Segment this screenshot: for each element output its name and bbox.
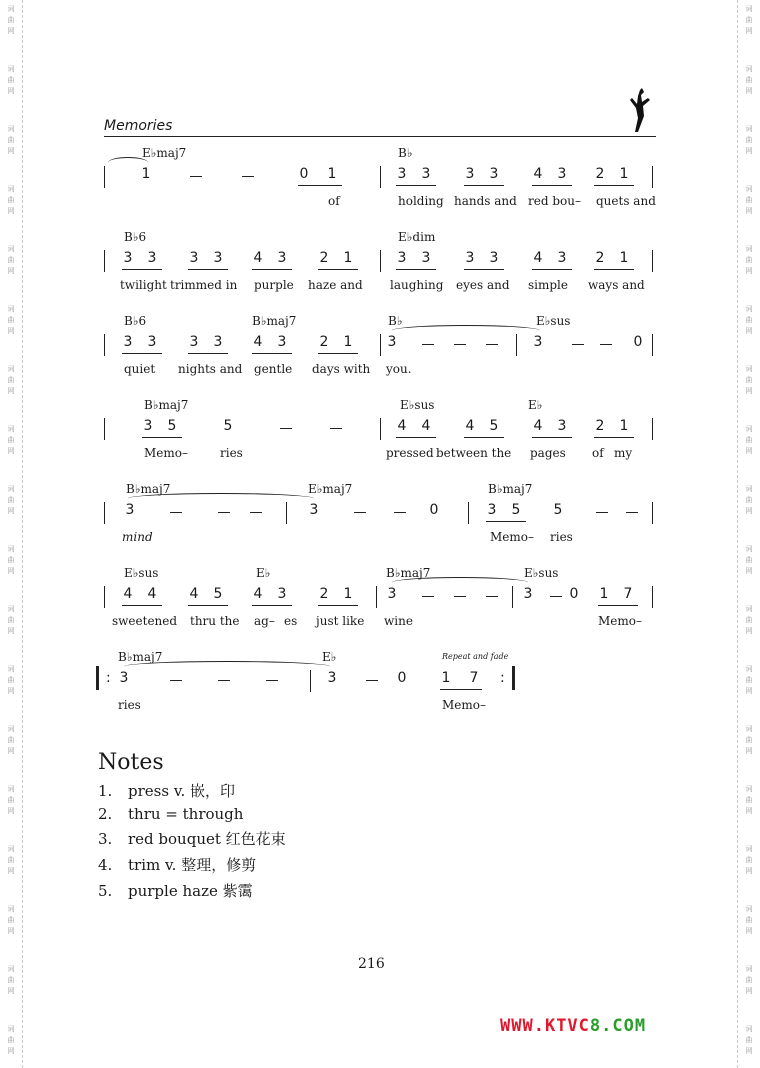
- beam: [594, 437, 634, 438]
- beam: [318, 605, 358, 606]
- beam: [252, 269, 292, 270]
- rest-dash: [330, 428, 342, 429]
- music-system: [104, 146, 656, 224]
- rest-dash: [170, 512, 182, 513]
- watermark-glyphs: 词 曲 网: [745, 965, 753, 995]
- watermark-glyphs: 词 曲 网: [745, 5, 753, 35]
- note: 5: [553, 502, 563, 518]
- note-item: 5. purple haze 紫霭: [98, 882, 253, 900]
- watermark-glyphs: 词 曲 网: [745, 245, 753, 275]
- chord-symbol: E♭sus: [524, 566, 559, 580]
- note: 3: [397, 166, 407, 182]
- watermark-glyphs: 词 曲 网: [7, 1025, 15, 1055]
- chord-symbol: B♭maj7: [488, 482, 533, 496]
- lyric: twilight: [120, 278, 167, 292]
- note: 4: [189, 586, 199, 602]
- tie: [392, 577, 528, 588]
- lyric: pressed: [386, 446, 434, 460]
- barline: [516, 334, 517, 356]
- rest-dash: [572, 344, 584, 345]
- tie: [128, 493, 314, 504]
- watermark-glyphs: 词 曲 网: [7, 65, 15, 95]
- note: 3: [557, 418, 567, 434]
- chord-symbol: B♭: [398, 146, 413, 160]
- watermark-glyphs: 词 曲 网: [745, 605, 753, 635]
- note: 3: [327, 670, 337, 686]
- lyric: between the: [436, 446, 512, 460]
- rest-dash: [596, 512, 608, 513]
- note: 0: [397, 670, 407, 686]
- note: 3: [487, 502, 497, 518]
- beam: [188, 605, 228, 606]
- chord-symbol: E♭sus: [124, 566, 159, 580]
- note: 3: [397, 250, 407, 266]
- beam: [122, 353, 162, 354]
- note: 4: [421, 418, 431, 434]
- lyric: hands and: [454, 194, 517, 208]
- note: 5: [511, 502, 521, 518]
- lyric: ries: [118, 698, 141, 712]
- note: 4: [253, 586, 263, 602]
- note: 4: [465, 418, 475, 434]
- note: 4: [397, 418, 407, 434]
- rest-dash: [626, 512, 638, 513]
- chord-symbol: E♭maj7: [308, 482, 353, 496]
- song-title: Memories: [104, 118, 173, 134]
- beam: [318, 269, 358, 270]
- chord-symbol: E♭dim: [398, 230, 436, 244]
- watermark-glyphs: 词 曲 网: [7, 665, 15, 695]
- lyric: red bou–: [528, 194, 581, 208]
- repeat-instruction: Repeat and fade: [442, 652, 509, 661]
- barline: [380, 166, 381, 188]
- barline: [310, 670, 311, 692]
- barline: [652, 334, 653, 356]
- rest-dash: [486, 344, 498, 345]
- barline: [652, 250, 653, 272]
- barline: [380, 334, 381, 356]
- watermark-glyphs: 词 曲 网: [745, 425, 753, 455]
- watermark-glyphs: 词 曲 网: [745, 185, 753, 215]
- watermark-glyphs: 词 曲 网: [745, 365, 753, 395]
- lyric: mind: [122, 530, 153, 544]
- barline: [104, 250, 105, 272]
- watermark-glyphs: 词 曲 网: [745, 545, 753, 575]
- rest-dash: [454, 596, 466, 597]
- note: 7: [469, 670, 479, 686]
- lyric: my: [614, 446, 633, 460]
- barline: [104, 166, 105, 188]
- note: 3: [189, 250, 199, 266]
- note: 3: [557, 250, 567, 266]
- right-margin-watermark: [737, 0, 760, 1068]
- lyric: Memo–: [144, 446, 188, 460]
- note: 1: [343, 334, 353, 350]
- watermark-glyphs: 词 曲 网: [7, 545, 15, 575]
- tie: [124, 661, 330, 672]
- watermark-glyphs: 词 曲 网: [7, 485, 15, 515]
- chord-symbol: B♭maj7: [126, 482, 171, 496]
- barline: [512, 586, 513, 608]
- note: 2: [319, 334, 329, 350]
- barline: [104, 334, 105, 356]
- note: 4: [147, 586, 157, 602]
- watermark-glyphs: 词 曲 网: [7, 245, 15, 275]
- chord-symbol: B♭maj7: [252, 314, 297, 328]
- beam: [532, 269, 572, 270]
- lyric: nights and: [178, 362, 243, 376]
- chord-symbol: B♭maj7: [386, 566, 431, 580]
- beam: [486, 521, 526, 522]
- note: 2: [319, 250, 329, 266]
- note: 3: [387, 334, 397, 350]
- lyric: trimmed in: [170, 278, 238, 292]
- watermark-glyphs: 词 曲 网: [7, 605, 15, 635]
- note: 4: [533, 166, 543, 182]
- barline: [376, 586, 377, 608]
- note: 1: [599, 586, 609, 602]
- note: 4: [253, 334, 263, 350]
- lyric: quiet: [124, 362, 156, 376]
- tie: [392, 325, 540, 336]
- chord-symbol: B♭6: [124, 314, 147, 328]
- beam: [396, 269, 436, 270]
- music-system: [104, 482, 656, 560]
- watermark-glyphs: 词 曲 网: [745, 485, 753, 515]
- barline: [104, 586, 105, 608]
- note-item: 2. thru = through: [98, 805, 244, 823]
- note: 7: [623, 586, 633, 602]
- lyric: holding: [398, 194, 444, 208]
- barline: [380, 418, 381, 440]
- watermark-glyphs: 词 曲 网: [7, 5, 15, 35]
- note: 3: [489, 250, 499, 266]
- note: 2: [595, 250, 605, 266]
- watermark-glyphs: 词 曲 网: [745, 665, 753, 695]
- chord-symbol: B♭maj7: [118, 650, 163, 664]
- note: 2: [319, 586, 329, 602]
- repeat-dots: :: [500, 670, 505, 686]
- note: 5: [223, 418, 233, 434]
- note: 3: [125, 502, 135, 518]
- lyric: gentle: [254, 362, 293, 376]
- beam: [532, 185, 572, 186]
- watermark-glyphs: 词 曲 网: [745, 845, 753, 875]
- watermark-glyphs: 词 曲 网: [745, 725, 753, 755]
- note: 3: [213, 250, 223, 266]
- note: 1: [327, 166, 337, 182]
- note: 3: [143, 418, 153, 434]
- watermark-glyphs: 词 曲 网: [745, 1025, 753, 1055]
- note: 1: [619, 166, 629, 182]
- note: 3: [213, 334, 223, 350]
- lyric: wine: [384, 614, 413, 628]
- watermark-glyphs: 词 曲 网: [7, 785, 15, 815]
- repeat-start: [96, 666, 105, 690]
- watermark-glyphs: 词 曲 网: [745, 785, 753, 815]
- beam: [318, 353, 358, 354]
- note: 0: [633, 334, 643, 350]
- beam: [396, 437, 436, 438]
- note: 3: [147, 250, 157, 266]
- watermark-glyphs: 词 曲 网: [745, 905, 753, 935]
- beam: [122, 269, 162, 270]
- watermark-glyphs: 词 曲 网: [7, 905, 15, 935]
- lyric: es: [284, 614, 298, 628]
- beam: [122, 605, 162, 606]
- lyric: quets and: [596, 194, 656, 208]
- watermark-glyphs: 词 曲 网: [7, 425, 15, 455]
- barline: [468, 502, 469, 524]
- chord-symbol: E♭: [256, 566, 271, 580]
- note: 3: [533, 334, 543, 350]
- music-system: [104, 230, 656, 308]
- lyric: days with: [312, 362, 371, 376]
- note: 0: [429, 502, 439, 518]
- lyric: purple: [254, 278, 294, 292]
- note: 3: [557, 166, 567, 182]
- lyric: ries: [550, 530, 573, 544]
- note: 3: [119, 670, 129, 686]
- note: 4: [123, 586, 133, 602]
- chord-symbol: E♭: [528, 398, 543, 412]
- left-margin-watermark: [0, 0, 23, 1068]
- lyric: of: [328, 194, 340, 208]
- rest-dash: [218, 512, 230, 513]
- tie: [108, 157, 148, 168]
- lyric: haze and: [308, 278, 363, 292]
- beam: [298, 185, 342, 186]
- note: 1: [343, 586, 353, 602]
- repeat-end: [506, 666, 515, 690]
- note: 3: [421, 166, 431, 182]
- rest-dash: [422, 344, 434, 345]
- watermark-glyphs: 词 曲 网: [745, 125, 753, 155]
- music-system: [104, 398, 656, 476]
- note: 3: [147, 334, 157, 350]
- note: 0: [299, 166, 309, 182]
- note: 3: [277, 334, 287, 350]
- song-header: [104, 114, 656, 137]
- lyric: Memo–: [442, 698, 486, 712]
- note: 5: [213, 586, 223, 602]
- chord-symbol: E♭maj7: [142, 146, 187, 160]
- beam: [188, 269, 228, 270]
- chord-symbol: B♭: [388, 314, 403, 328]
- rest-dash: [218, 680, 230, 681]
- barline: [652, 166, 653, 188]
- beam: [396, 185, 436, 186]
- rest-dash: [242, 176, 254, 177]
- lyric: thru the: [190, 614, 240, 628]
- note: 3: [277, 250, 287, 266]
- repeat-dots: :: [106, 670, 111, 686]
- music-system: [104, 566, 656, 644]
- note: 2: [595, 418, 605, 434]
- barline: [104, 502, 105, 524]
- watermark-glyphs: 词 曲 网: [7, 365, 15, 395]
- lyric: Memo–: [490, 530, 534, 544]
- music-system: [104, 314, 656, 392]
- note: 1: [441, 670, 451, 686]
- beam: [188, 353, 228, 354]
- site-watermark[interactable]: WWW.KTVC8.COM: [500, 1016, 647, 1036]
- lyric: ag–: [254, 614, 275, 628]
- note: 1: [343, 250, 353, 266]
- rest-dash: [190, 176, 202, 177]
- note: 3: [189, 334, 199, 350]
- barline: [652, 502, 653, 524]
- lyric: eyes and: [456, 278, 510, 292]
- beam: [440, 689, 482, 690]
- note: 3: [123, 334, 133, 350]
- note: 3: [277, 586, 287, 602]
- note: 3: [465, 250, 475, 266]
- rest-dash: [486, 596, 498, 597]
- note: 4: [253, 250, 263, 266]
- chord-symbol: B♭6: [124, 230, 147, 244]
- page-number: 216: [358, 956, 385, 972]
- rest-dash: [280, 428, 292, 429]
- rest-dash: [422, 596, 434, 597]
- beam: [252, 605, 292, 606]
- dancer-icon: [626, 86, 652, 134]
- beam: [464, 437, 504, 438]
- note: 1: [619, 250, 629, 266]
- rest-dash: [354, 512, 366, 513]
- watermark-glyphs: 词 曲 网: [7, 845, 15, 875]
- watermark-glyphs: 词 曲 网: [7, 125, 15, 155]
- beam: [594, 185, 634, 186]
- beam: [464, 269, 504, 270]
- lyric: pages: [530, 446, 566, 460]
- note: 3: [523, 586, 533, 602]
- note: 3: [387, 586, 397, 602]
- watermark-glyphs: 词 曲 网: [7, 305, 15, 335]
- beam: [594, 269, 634, 270]
- note: 3: [421, 250, 431, 266]
- lyric: simple: [528, 278, 568, 292]
- barline: [380, 250, 381, 272]
- note: 5: [167, 418, 177, 434]
- rest-dash: [170, 680, 182, 681]
- rest-dash: [250, 512, 262, 513]
- beam: [464, 185, 504, 186]
- watermark-glyphs: 词 曲 网: [745, 65, 753, 95]
- note: 5: [489, 418, 499, 434]
- rest-dash: [550, 596, 562, 597]
- barline: [104, 418, 105, 440]
- rest-dash: [394, 512, 406, 513]
- beam: [598, 605, 638, 606]
- note-item: 4. trim v. 整理，修剪: [98, 856, 257, 874]
- chord-symbol: B♭maj7: [144, 398, 189, 412]
- note: 0: [569, 586, 579, 602]
- note: 3: [123, 250, 133, 266]
- note: 3: [489, 166, 499, 182]
- barline: [652, 586, 653, 608]
- lyric: just like: [316, 614, 365, 628]
- barline: [286, 502, 287, 524]
- lyric: Memo–: [598, 614, 642, 628]
- rest-dash: [600, 344, 612, 345]
- notes-heading: Notes: [98, 750, 164, 775]
- music-system: [104, 650, 656, 728]
- note: 1: [141, 166, 151, 182]
- lyric: laughing: [390, 278, 444, 292]
- rest-dash: [366, 680, 378, 681]
- watermark-glyphs: 词 曲 网: [7, 185, 15, 215]
- rest-dash: [266, 680, 278, 681]
- beam: [252, 353, 292, 354]
- beam: [142, 437, 182, 438]
- note-item: 3. red bouquet 红色花束: [98, 830, 286, 848]
- note: 2: [595, 166, 605, 182]
- lyric: of: [592, 446, 604, 460]
- note: 1: [619, 418, 629, 434]
- lyric: ways and: [588, 278, 645, 292]
- watermark-glyphs: 词 曲 网: [7, 965, 15, 995]
- beam: [532, 437, 572, 438]
- note: 4: [533, 418, 543, 434]
- note: 4: [533, 250, 543, 266]
- watermark-glyphs: 词 曲 网: [745, 305, 753, 335]
- lyric: you.: [386, 362, 412, 376]
- barline: [652, 418, 653, 440]
- lyric: ries: [220, 446, 243, 460]
- note: 3: [309, 502, 319, 518]
- rest-dash: [454, 344, 466, 345]
- chord-symbol: E♭sus: [400, 398, 435, 412]
- lyric: sweetened: [112, 614, 178, 628]
- chord-symbol: E♭: [322, 650, 337, 664]
- note-item: 1. press v. 嵌，印: [98, 782, 236, 800]
- note: 3: [465, 166, 475, 182]
- watermark-glyphs: 词 曲 网: [7, 725, 15, 755]
- chord-symbol: E♭sus: [536, 314, 571, 328]
